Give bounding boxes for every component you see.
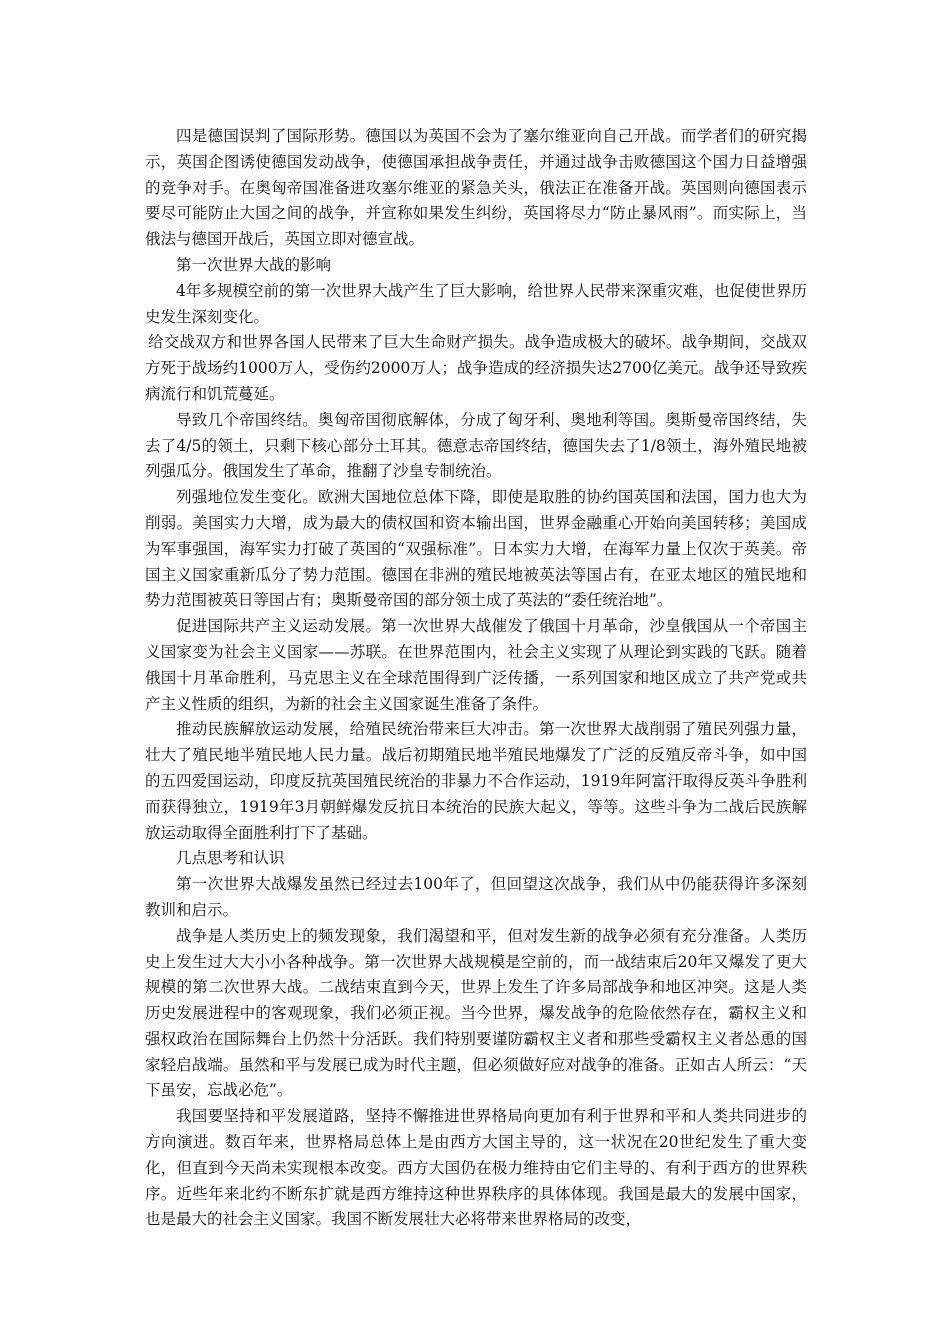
paragraph-reflections-intro: 第一次世界大战爆发虽然已经过去100年了，但回望这次战争，我们从中仍能获得许多深刻教训和启示。 bbox=[145, 875, 807, 919]
document-body bbox=[145, 124, 807, 1233]
paragraph-casualties-losses: 给交战双方和世界各国人民带来了巨大生命财产损失。战争造成极大的破坏。战争期间，交战双方死于战场约1000万人，受伤约2000万人；战争造成的经济损失达2700亿美元。战争还导致疾病流行和饥荒蔓延。 bbox=[145, 333, 807, 403]
paragraph-national-liberation: 推动民族解放运动发展，给殖民统治带来巨大冲击。第一次世界大战削弱了殖民列强力量，壮大了殖民地半殖民地人民力量。战后初期殖民地半殖民地爆发了广泛的反殖反帝斗争，如中国的五四爱国运动，印度反抗英国殖民统治的非暴力不合作运动，1919年阿富汗取得反英斗争胜利而获得独立，1919年3月朝鲜爆发反抗日本统治的民族大起义，等等。这些斗争为二战后民族解放运动取得全面胜利打下了基础。 bbox=[145, 720, 807, 842]
paragraph-war-impact-intro: 4年多规模空前的第一次世界大战产生了巨大影响，给世界人民带来深重灾难，也促使世界历史发生深刻变化。 bbox=[145, 281, 807, 326]
section-heading-war-impact: 第一次世界大战的影响 bbox=[176, 255, 332, 274]
paragraph-germany-misjudgment: 四是德国误判了国际形势。德国以为英国不会为了塞尔维亚向自己开战。而学者们的研究揭示，英国企图诱使德国发动战争，使德国承担战争责任，并通过战争击败德国这个国力日益增强的竞争对手。在奥匈帝国准备进攻塞尔维亚的紧急关头，俄法正在准备开战。英国则向德国表示要尽可能防止大国之间的战争，并宣称如果发生纠纷，英国将尽力“防止暴风雨”。而实际上，当俄法与德国开战后，英国立即对德宣战。 bbox=[145, 127, 807, 249]
paragraph-power-shift: 列强地位发生变化。欧洲大国地位总体下降，即使是取胜的协约国英国和法国，国力也大为削弱。美国实力大增，成为最大的债权国和资本输出国，世界金融重心开始向美国转移；美国成为军事强国，海军实力打破了英国的“双强标准”。日本实力大增，在海军力量上仅次于英美。帝国主义国家重新瓜分了势力范围。德国在非洲的殖民地被英法等国占有，在亚太地区的殖民地和势力范围被英日等国占有；奥斯曼帝国的部分领土成了英法的“委任统治地”。 bbox=[145, 488, 807, 610]
paragraph-communist-movement: 促进国际共产主义运动发展。第一次世界大战催发了俄国十月革命，沙皇俄国从一个帝国主义国家变为社会主义国家——苏联。在世界范围内，社会主义实现了从理论到实践的飞跃。随着俄国十月革命胜利，马克思主义在全球范围得到广泛传播，一系列国家和地区成立了共产党或共产主义性质的组织，为新的社会主义国家诞生准备了条件。 bbox=[145, 617, 807, 713]
paragraph-peaceful-development: 我国要坚持和平发展道路，坚持不懈推进世界格局向更加有利于世界和平和人类共同进步的方向演进。数百年来，世界格局总体上是由西方大国主导的，这一状况在20世纪发生了重大变化，但直到今天尚未实现根本改变。西方大国仍在极力维持由它们主导的、有利于西方的世界秩序。近些年来北约不断东扩就是西方维持这种世界秩序的具体体现。我国是最大的发展中国家，也是最大的社会主义国家。我国不断发展壮大必将带来世界格局的改变， bbox=[145, 1107, 807, 1229]
section-heading-reflections: 几点思考和认识 bbox=[176, 849, 285, 868]
paragraph-empires-ended: 导致几个帝国终结。奥匈帝国彻底解体，分成了匈牙利、奥地利等国。奥斯曼帝国终结，失去了4/5的领土，只剩下核心部分土耳其。德意志帝国终结，德国失去了1/8领土，海外殖民地被列强瓜分。俄国发生了革命，推翻了沙皇专制统治。 bbox=[145, 410, 807, 481]
paragraph-war-preparedness: 战争是人类历史上的频发现象，我们渴望和平，但对发生新的战争必须有充分准备。人类历史上发生过大大小小各种战争。第一次世界大战规模是空前的，而一战结束后20年又爆发了更大规模的第二次世界大战。二战结束直到今天，世界上发生了许多局部战争和地区冲突。这是人类历史发展进程中的客观现象，我们必须正视。当今世界，爆发战争的危险依然存在，霸权主义和强权政治在国际舞台上仍然十分活跃。我们特别要谨防霸权主义者和那些受霸权主义者怂恿的国家轻启战端。虽然和平与发展已成为时代主题，但必须做好应对战争的准备。正如古人所云：“天下虽安，忘战必危”。 bbox=[145, 926, 807, 1100]
